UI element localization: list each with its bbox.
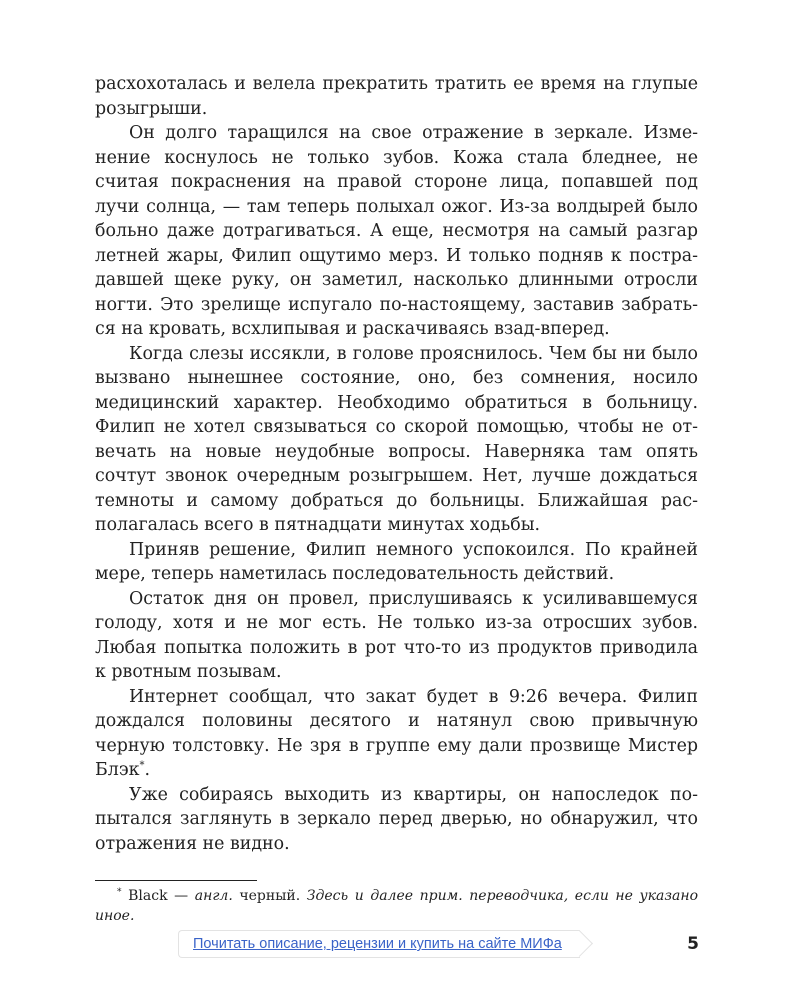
paragraph: Приняв решение, Филип немного успокоился. По крайней мере, теперь наметилась последовательность действий. [95,539,698,584]
paragraph: расхохоталась и велела прекратить тратить ее время на глупые розыгрыши. [95,74,698,119]
paragraph-text: Интернет сообщал, что закат будет в 9:26 вечера. Филип дождался половины десятого и натянул свою привычную черную толстовку. Не зря в группе ему дали прозвище Мистер Блэк [95,686,698,780]
paragraph-with-footnote: Интернет сообщал, что закат будет в 9:26 вечера. Филип дождался половины десятого и натянул свою привычную черную толстовку. Не зря в группе ему дали прозвище Мистер Блэк*. [95,686,698,780]
footnote-translation: черный. [239,888,301,904]
arrow-tab-icon [566,930,593,957]
main-text [95,72,698,856]
footnote-note: Здесь и далее прим. переводчика, если не указано иное. [95,888,699,924]
buy-book-link-label: Почитать описание, рецензии и купить на сайте МИФа [193,936,562,952]
paragraph: Уже собираясь выходить из квартиры, он напоследок попытался заглянуть в зеркало перед дверью, но обнаружил, что отражения не видно. [95,784,698,854]
paragraph: Он долго таращился на свое отражение в зеркале. Изменение коснулось не только зубов. Кожа стала бледнее, не считая покраснения на правой стороне лица, попавшей под лучи солнца, — там теперь полыхал ожог. Из-за волдырей было больно даже дотрагиваться. А еще, несмотря на самый разгар летней жары, Филип ощутимо мерз. И только подняв к пострадавшей щеке руку, он заметил, насколько длинными отросли ногти. Это зрелище испугало по-настоящему, заставив забраться на кровать, всхлипывая и раскачиваясь взад-вперед. [95,123,698,339]
paragraph: Остаток дня он провел, прислушиваясь к усиливавшемуся голоду, хотя и не мог есть. Не только из-за отросших зубов. Любая попытка положить в рот что-то из продуктов приводила к рвотным позывам. [95,588,698,682]
paragraph: Когда слезы иссякли, в голове прояснилось. Чем бы ни было вызвано нынешнее состояние, оно, без сомнения, носило медицинский характер. Необходимо обратиться в больницу. Филип не хотел связываться со скорой помощью, чтобы не отвечать на новые неудобные вопросы. Наверняка там опять сочтут звонок очередным розыгрышем. Нет, лучше дождаться темноты и самому добраться до больницы. Ближайшая располагалась всего в пятнадцати минутах ходьбы. [95,343,698,535]
footnote-dash: — [174,888,189,904]
footnote-reference: * [139,760,145,772]
page-number: 5 [687,934,699,954]
footnote-term: Black [128,888,168,904]
footnote-language: англ. [194,888,233,904]
buy-book-link[interactable] [178,930,580,958]
footnote-divider [95,880,257,881]
footnote-marker: * [117,887,122,898]
footnote [95,886,698,926]
